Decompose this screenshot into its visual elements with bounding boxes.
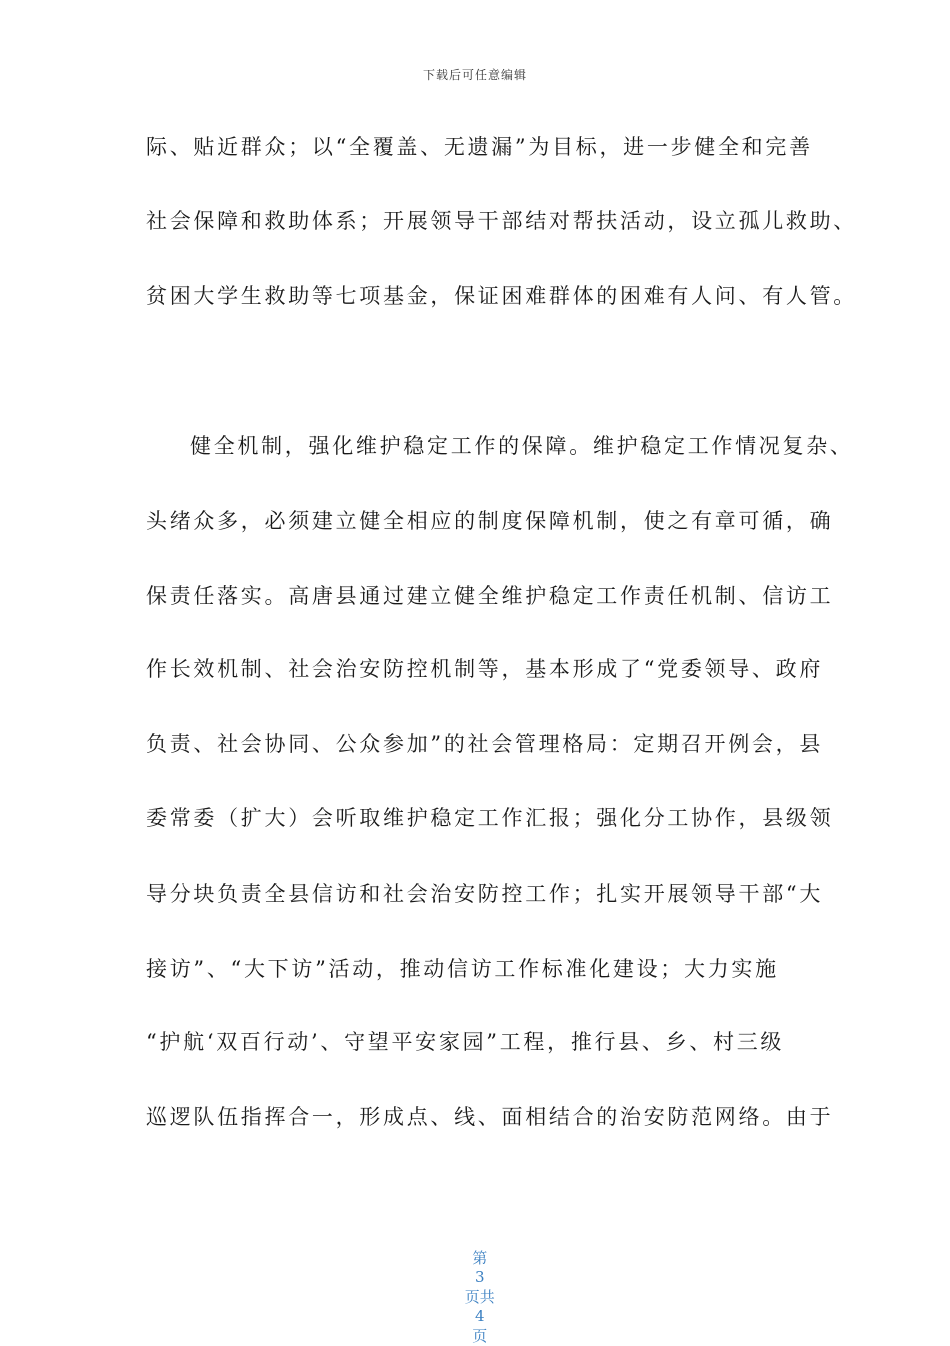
body-line: 社会保障和救助体系；开展领导干部结对帮扶活动，设立孤儿救助、 [146,209,857,233]
page-label-suffix: 页 [472,1327,488,1345]
page-label-prefix: 第 [472,1249,488,1267]
body-line: 作长效机制、社会治安防控机制等，基本形成了“党委领导、政府 [146,657,824,681]
body-line: 保责任落实。高唐县通过建立健全维护稳定工作责任机制、信访工 [146,584,834,608]
current-page-number: 3 [475,1268,485,1286]
page-footer [0,1229,950,1346]
body-line: 导分块负责全县信访和社会治安防控工作；扎实开展领导干部“大 [146,882,824,906]
paragraph-first-line: 健全机制，强化维护稳定工作的保障。维护稳定工作情况复杂、 [190,434,854,458]
total-pages-number: 4 [475,1307,485,1325]
page-label-middle: 页共 [464,1288,495,1306]
page-header: 下载后可任意编辑 [422,68,527,82]
body-line: 际、贴近群众；以“全覆盖、无遗漏”为目标，进一步健全和完善 [146,135,813,159]
body-line: 巡逻队伍指挥合一，形成点、线、面相结合的治安防范网络。由于 [146,1105,834,1129]
body-line: 贫困大学生救助等七项基金，保证困难群体的困难有人问、有人管。 [146,284,857,308]
body-line: 接访”、“大下访”活动，推动信访工作标准化建设；大力实施 [146,957,779,981]
body-line: 头绪众多，必须建立健全相应的制度保障机制，使之有章可循，确 [146,509,834,533]
body-line: 委常委（扩大）会听取维护稳定工作汇报；强化分工协作，县级领 [146,806,834,830]
body-line: “护航‘双百行动’、守望平安家园”工程，推行县、乡、村三级 [146,1030,785,1054]
body-line: 负责、社会协同、公众参加”的社会管理格局：定期召开例会，县 [146,732,824,756]
